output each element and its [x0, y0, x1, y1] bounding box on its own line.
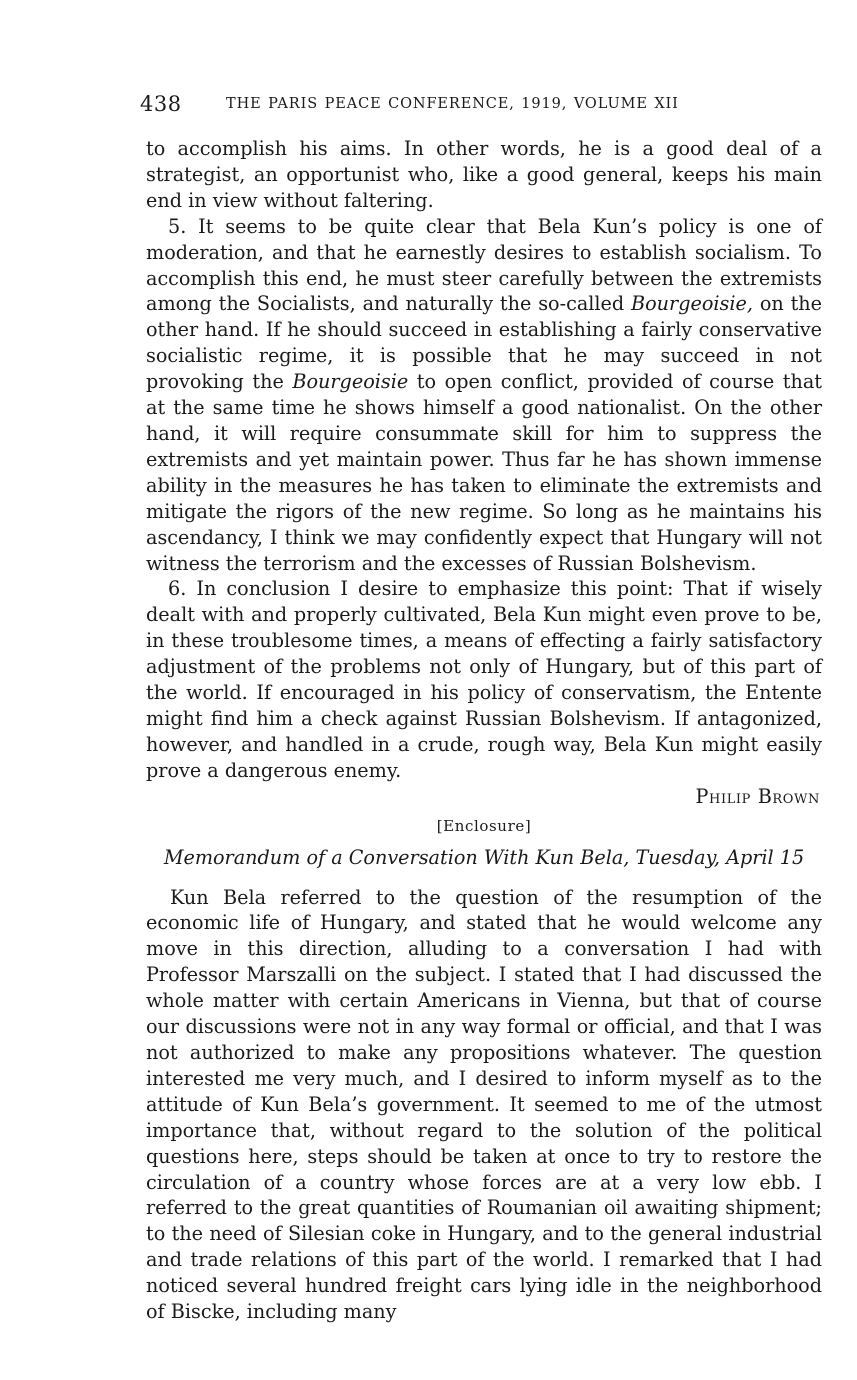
paragraph-6: 6. In conclusion I desire to emphasize this point: That if wisely dealt with and properly cultivated, Bela Kun might even prove to be, in these troublesome times, a means of effecting a fairly satisfactory adjustment of the problems not only of Hungary, but of this part of the world. If encouraged in his policy of conservatism, the Entente might find him a check against Russian Bolshevism. If antagonized, however, and handled in a crude, rough way, Bela Kun might easily prove a dangerous enemy.	[146, 577, 822, 782]
running-head: THE PARIS PEACE CONFERENCE, 1919, VOLUME XII	[226, 96, 679, 112]
signature: Philip Brown	[695, 784, 820, 808]
paragraph-5	[146, 214, 822, 577]
paragraph-5-part-b: on the other hand. If he should succeed in establishing a fairly conservative socialistic regime, it is possible that he may succeed in not provoking the	[146, 292, 823, 394]
page-number: 438	[140, 92, 182, 116]
paragraph-5-part-a: 5. It seems to be quite clear that Bela Kun’s policy is one of moderation, and that he earnestly desires to establish socialism. To accomplish this end, he must steer carefully between the extremists among the Socialists, and naturally the so-called	[146, 214, 822, 316]
body-text	[146, 136, 822, 1325]
memo-title-main: Memorandum of a Conversation With Kun Bela,	[163, 845, 630, 869]
term-bourgeoisie-2: Bourgeoisie	[292, 370, 409, 394]
memo-title	[146, 845, 822, 871]
paragraph-continuation: to accomplish his aims. In other words, he is a good deal of a strategist, an opportunist who, like a good general, keeps his main end in view without faltering.	[146, 137, 822, 212]
enclosure-label: [Enclosure]	[436, 816, 532, 835]
memo-title-day: Tuesday,	[629, 845, 720, 869]
term-bourgeoisie-1: Bourgeoisie,	[631, 292, 753, 316]
page-header	[140, 92, 822, 120]
memo-title-date: April 15	[719, 845, 805, 869]
paragraph-5-part-c: to open conflict, provided of course that at the same time he shows himself a good nationalist. On the other hand, it will require consummate skill for him to suppress the extremists and yet maintain power. Thus far he has shown immense ability in the measures he has taken to eliminate the extremists and mitigate the rigors of the new regime. So long as he maintains his ascendancy, I think we may confidently expect that Hungary will not witness the terrorism and the excesses of Russian Bolshevism.	[146, 370, 822, 575]
memo-body: Kun Bela referred to the question of the resumption of the economic life of Hungary, and stated that he would welcome any move in this direction, alluding to a conversation I had with Professor Marszalli on the subject. I stated that I had discussed the whole matter with certain Americans in Vienna, but that of course our discussions were not in any way formal or official, and that I was not authorized to make any propositions whatever. The question interested me very much, and I desired to inform myself as to the attitude of Kun Bela’s government. It seemed to me of the utmost importance that, without regard to the solution of the political questions here, steps should be taken at once to try to restore the circulation of a country whose forces are at a very low ebb. I referred to the great quantities of Roumanian oil awaiting shipment; to the need of Silesian coke in Hungary, and to the general industrial and trade relations of this part of the world. I remarked that I had noticed several hundred freight cars lying idle in the neighborhood of Biscke, including many	[146, 885, 822, 1324]
